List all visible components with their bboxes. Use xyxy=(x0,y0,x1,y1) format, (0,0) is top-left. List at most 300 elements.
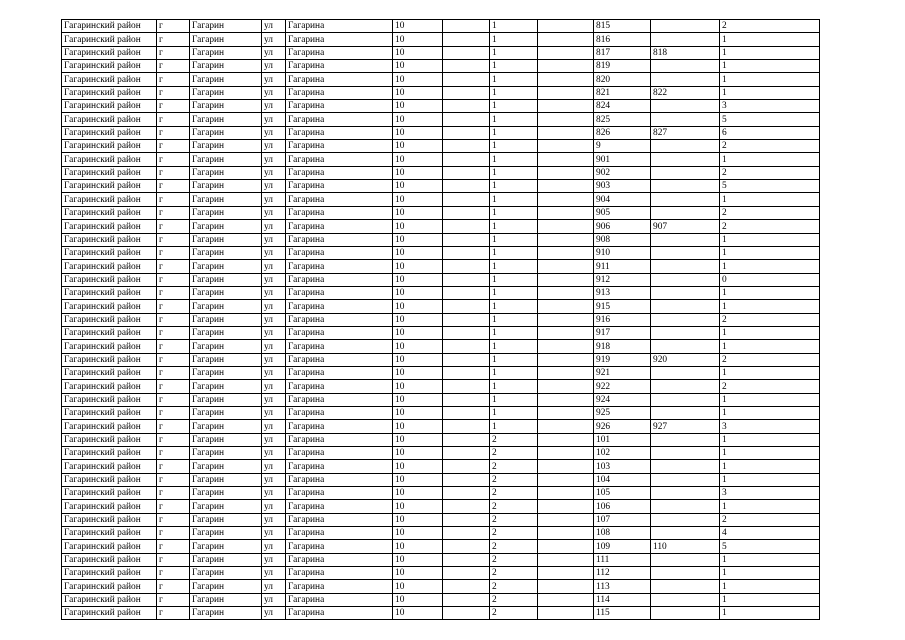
settlement-type-cell: г xyxy=(157,273,190,286)
settlement-type-cell: г xyxy=(157,286,190,299)
house-cell: 10 xyxy=(393,567,443,580)
settlement-cell: Гагарин xyxy=(190,166,262,179)
apartment-cell: 919 xyxy=(594,353,651,366)
street-type-cell: ул xyxy=(262,46,286,59)
floor-cell xyxy=(538,166,594,179)
settlement-cell: Гагарин xyxy=(190,193,262,206)
settlement-cell: Гагарин xyxy=(190,33,262,46)
table-row xyxy=(62,233,820,246)
street-type-cell: ул xyxy=(262,527,286,540)
settlement-cell: Гагарин xyxy=(190,313,262,326)
settlement-cell: Гагарин xyxy=(190,73,262,86)
house-cell: 10 xyxy=(393,73,443,86)
address-table xyxy=(61,19,820,620)
building-cell xyxy=(443,193,490,206)
apartment-cell: 902 xyxy=(594,166,651,179)
settlement-type-cell: г xyxy=(157,567,190,580)
section-cell: 2 xyxy=(490,553,538,566)
settlement-cell: Гагарин xyxy=(190,460,262,473)
settlement-type-cell: г xyxy=(157,20,190,33)
apartment-cell: 816 xyxy=(594,33,651,46)
house-cell: 10 xyxy=(393,540,443,553)
house-cell: 10 xyxy=(393,193,443,206)
apartment-extra-cell xyxy=(651,60,720,73)
floor-cell xyxy=(538,593,594,606)
count-cell: 1 xyxy=(720,46,820,59)
settlement-type-cell: г xyxy=(157,593,190,606)
settlement-type-cell: г xyxy=(157,447,190,460)
floor-cell xyxy=(538,220,594,233)
district-cell: Гагаринский район xyxy=(62,420,157,433)
apartment-cell: 903 xyxy=(594,180,651,193)
table-row xyxy=(62,193,820,206)
house-cell: 10 xyxy=(393,273,443,286)
count-cell: 1 xyxy=(720,286,820,299)
count-cell: 1 xyxy=(720,60,820,73)
settlement-type-cell: г xyxy=(157,206,190,219)
district-cell: Гагаринский район xyxy=(62,540,157,553)
apartment-extra-cell xyxy=(651,73,720,86)
apartment-extra-cell xyxy=(651,313,720,326)
settlement-cell: Гагарин xyxy=(190,20,262,33)
street-type-cell: ул xyxy=(262,460,286,473)
settlement-cell: Гагарин xyxy=(190,46,262,59)
district-cell: Гагаринский район xyxy=(62,33,157,46)
district-cell: Гагаринский район xyxy=(62,153,157,166)
apartment-extra-cell: 927 xyxy=(651,420,720,433)
count-cell: 1 xyxy=(720,33,820,46)
apartment-cell: 918 xyxy=(594,340,651,353)
house-cell: 10 xyxy=(393,313,443,326)
building-cell xyxy=(443,353,490,366)
apartment-extra-cell xyxy=(651,473,720,486)
apartment-extra-cell xyxy=(651,140,720,153)
settlement-type-cell: г xyxy=(157,313,190,326)
section-cell: 2 xyxy=(490,513,538,526)
floor-cell xyxy=(538,353,594,366)
section-cell: 1 xyxy=(490,380,538,393)
settlement-cell: Гагарин xyxy=(190,86,262,99)
section-cell: 1 xyxy=(490,286,538,299)
street-cell: Гагарина xyxy=(286,300,393,313)
count-cell: 1 xyxy=(720,340,820,353)
district-cell: Гагаринский район xyxy=(62,433,157,446)
table-row xyxy=(62,246,820,259)
building-cell xyxy=(443,527,490,540)
floor-cell xyxy=(538,326,594,339)
apartment-extra-cell xyxy=(651,487,720,500)
settlement-type-cell: г xyxy=(157,46,190,59)
floor-cell xyxy=(538,527,594,540)
table-body xyxy=(62,20,820,620)
table-row xyxy=(62,166,820,179)
district-cell: Гагаринский район xyxy=(62,406,157,419)
count-cell: 6 xyxy=(720,126,820,139)
table-row xyxy=(62,153,820,166)
floor-cell xyxy=(538,313,594,326)
table-row xyxy=(62,340,820,353)
street-type-cell: ул xyxy=(262,553,286,566)
apartment-extra-cell xyxy=(651,567,720,580)
floor-cell xyxy=(538,60,594,73)
count-cell: 4 xyxy=(720,527,820,540)
floor-cell xyxy=(538,46,594,59)
house-cell: 10 xyxy=(393,406,443,419)
building-cell xyxy=(443,553,490,566)
section-cell: 2 xyxy=(490,527,538,540)
count-cell: 0 xyxy=(720,273,820,286)
settlement-type-cell: г xyxy=(157,460,190,473)
settlement-cell: Гагарин xyxy=(190,527,262,540)
street-cell: Гагарина xyxy=(286,500,393,513)
street-cell: Гагарина xyxy=(286,460,393,473)
apartment-cell: 911 xyxy=(594,260,651,273)
settlement-type-cell: г xyxy=(157,140,190,153)
table-row xyxy=(62,273,820,286)
building-cell xyxy=(443,487,490,500)
table-row xyxy=(62,73,820,86)
count-cell: 2 xyxy=(720,140,820,153)
apartment-extra-cell xyxy=(651,447,720,460)
settlement-cell: Гагарин xyxy=(190,593,262,606)
apartment-cell: 819 xyxy=(594,60,651,73)
settlement-type-cell: г xyxy=(157,166,190,179)
count-cell: 1 xyxy=(720,86,820,99)
table-row xyxy=(62,366,820,379)
section-cell: 1 xyxy=(490,193,538,206)
apartment-extra-cell xyxy=(651,260,720,273)
apartment-extra-cell xyxy=(651,233,720,246)
street-type-cell: ул xyxy=(262,300,286,313)
apartment-cell: 917 xyxy=(594,326,651,339)
apartment-cell: 825 xyxy=(594,113,651,126)
apartment-extra-cell xyxy=(651,393,720,406)
apartment-extra-cell: 920 xyxy=(651,353,720,366)
count-cell: 1 xyxy=(720,433,820,446)
street-cell: Гагарина xyxy=(286,286,393,299)
district-cell: Гагаринский район xyxy=(62,500,157,513)
section-cell: 2 xyxy=(490,447,538,460)
section-cell: 2 xyxy=(490,607,538,620)
count-cell: 1 xyxy=(720,460,820,473)
district-cell: Гагаринский район xyxy=(62,126,157,139)
floor-cell xyxy=(538,100,594,113)
house-cell: 10 xyxy=(393,33,443,46)
settlement-cell: Гагарин xyxy=(190,326,262,339)
district-cell: Гагаринский район xyxy=(62,273,157,286)
apartment-extra-cell xyxy=(651,513,720,526)
building-cell xyxy=(443,220,490,233)
street-type-cell: ул xyxy=(262,406,286,419)
settlement-cell: Гагарин xyxy=(190,246,262,259)
building-cell xyxy=(443,206,490,219)
settlement-cell: Гагарин xyxy=(190,233,262,246)
apartment-cell: 108 xyxy=(594,527,651,540)
house-cell: 10 xyxy=(393,260,443,273)
apartment-extra-cell xyxy=(651,433,720,446)
house-cell: 10 xyxy=(393,366,443,379)
section-cell: 1 xyxy=(490,420,538,433)
house-cell: 10 xyxy=(393,513,443,526)
floor-cell xyxy=(538,86,594,99)
district-cell: Гагаринский район xyxy=(62,487,157,500)
apartment-cell: 921 xyxy=(594,366,651,379)
section-cell: 2 xyxy=(490,433,538,446)
apartment-extra-cell xyxy=(651,20,720,33)
house-cell: 10 xyxy=(393,393,443,406)
settlement-cell: Гагарин xyxy=(190,393,262,406)
street-type-cell: ул xyxy=(262,313,286,326)
settlement-cell: Гагарин xyxy=(190,406,262,419)
house-cell: 10 xyxy=(393,420,443,433)
section-cell: 1 xyxy=(490,313,538,326)
section-cell: 2 xyxy=(490,540,538,553)
apartment-cell: 103 xyxy=(594,460,651,473)
street-type-cell: ул xyxy=(262,273,286,286)
apartment-extra-cell xyxy=(651,553,720,566)
apartment-cell: 106 xyxy=(594,500,651,513)
section-cell: 1 xyxy=(490,166,538,179)
count-cell: 3 xyxy=(720,487,820,500)
settlement-cell: Гагарин xyxy=(190,340,262,353)
floor-cell xyxy=(538,567,594,580)
building-cell xyxy=(443,380,490,393)
floor-cell xyxy=(538,193,594,206)
house-cell: 10 xyxy=(393,433,443,446)
apartment-extra-cell xyxy=(651,246,720,259)
apartment-extra-cell xyxy=(651,460,720,473)
apartment-extra-cell xyxy=(651,380,720,393)
street-type-cell: ул xyxy=(262,340,286,353)
settlement-cell: Гагарин xyxy=(190,206,262,219)
house-cell: 10 xyxy=(393,580,443,593)
settlement-type-cell: г xyxy=(157,380,190,393)
apartment-extra-cell xyxy=(651,593,720,606)
settlement-cell: Гагарин xyxy=(190,220,262,233)
building-cell xyxy=(443,60,490,73)
count-cell: 2 xyxy=(720,513,820,526)
apartment-extra-cell xyxy=(651,166,720,179)
street-cell: Гагарина xyxy=(286,340,393,353)
apartment-cell: 926 xyxy=(594,420,651,433)
apartment-extra-cell xyxy=(651,500,720,513)
apartment-extra-cell xyxy=(651,366,720,379)
floor-cell xyxy=(538,366,594,379)
building-cell xyxy=(443,420,490,433)
section-cell: 2 xyxy=(490,500,538,513)
count-cell: 1 xyxy=(720,473,820,486)
building-cell xyxy=(443,246,490,259)
floor-cell xyxy=(538,246,594,259)
street-type-cell: ул xyxy=(262,447,286,460)
apartment-extra-cell: 827 xyxy=(651,126,720,139)
section-cell: 1 xyxy=(490,220,538,233)
district-cell: Гагаринский район xyxy=(62,580,157,593)
section-cell: 1 xyxy=(490,20,538,33)
house-cell: 10 xyxy=(393,353,443,366)
floor-cell xyxy=(538,553,594,566)
building-cell xyxy=(443,340,490,353)
apartment-extra-cell xyxy=(651,286,720,299)
street-cell: Гагарина xyxy=(286,366,393,379)
settlement-type-cell: г xyxy=(157,193,190,206)
street-cell: Гагарина xyxy=(286,73,393,86)
table-row xyxy=(62,540,820,553)
count-cell: 2 xyxy=(720,20,820,33)
district-cell: Гагаринский район xyxy=(62,193,157,206)
floor-cell xyxy=(538,206,594,219)
settlement-type-cell: г xyxy=(157,220,190,233)
table-row xyxy=(62,33,820,46)
house-cell: 10 xyxy=(393,153,443,166)
apartment-cell: 826 xyxy=(594,126,651,139)
table-row xyxy=(62,300,820,313)
apartment-cell: 905 xyxy=(594,206,651,219)
house-cell: 10 xyxy=(393,246,443,259)
settlement-cell: Гагарин xyxy=(190,260,262,273)
section-cell: 1 xyxy=(490,340,538,353)
building-cell xyxy=(443,33,490,46)
house-cell: 10 xyxy=(393,180,443,193)
settlement-cell: Гагарин xyxy=(190,500,262,513)
street-type-cell: ул xyxy=(262,567,286,580)
floor-cell xyxy=(538,340,594,353)
settlement-cell: Гагарин xyxy=(190,420,262,433)
street-cell: Гагарина xyxy=(286,433,393,446)
street-cell: Гагарина xyxy=(286,553,393,566)
count-cell: 5 xyxy=(720,113,820,126)
settlement-cell: Гагарин xyxy=(190,180,262,193)
building-cell xyxy=(443,300,490,313)
floor-cell xyxy=(538,447,594,460)
street-cell: Гагарина xyxy=(286,206,393,219)
building-cell xyxy=(443,233,490,246)
count-cell: 1 xyxy=(720,260,820,273)
building-cell xyxy=(443,126,490,139)
house-cell: 10 xyxy=(393,166,443,179)
table-row xyxy=(62,487,820,500)
apartment-extra-cell xyxy=(651,193,720,206)
street-type-cell: ул xyxy=(262,153,286,166)
settlement-type-cell: г xyxy=(157,607,190,620)
section-cell: 1 xyxy=(490,393,538,406)
table-row xyxy=(62,527,820,540)
house-cell: 10 xyxy=(393,326,443,339)
settlement-cell: Гагарин xyxy=(190,513,262,526)
table-row xyxy=(62,60,820,73)
settlement-type-cell: г xyxy=(157,513,190,526)
count-cell: 5 xyxy=(720,180,820,193)
building-cell xyxy=(443,607,490,620)
building-cell xyxy=(443,326,490,339)
settlement-cell: Гагарин xyxy=(190,300,262,313)
street-cell: Гагарина xyxy=(286,140,393,153)
settlement-type-cell: г xyxy=(157,540,190,553)
street-type-cell: ул xyxy=(262,33,286,46)
settlement-type-cell: г xyxy=(157,233,190,246)
settlement-type-cell: г xyxy=(157,326,190,339)
house-cell: 10 xyxy=(393,113,443,126)
apartment-extra-cell xyxy=(651,33,720,46)
section-cell: 1 xyxy=(490,140,538,153)
apartment-cell: 109 xyxy=(594,540,651,553)
section-cell: 1 xyxy=(490,126,538,139)
apartment-cell: 908 xyxy=(594,233,651,246)
street-type-cell: ул xyxy=(262,180,286,193)
settlement-cell: Гагарин xyxy=(190,353,262,366)
floor-cell xyxy=(538,487,594,500)
district-cell: Гагаринский район xyxy=(62,313,157,326)
settlement-type-cell: г xyxy=(157,73,190,86)
apartment-cell: 112 xyxy=(594,567,651,580)
section-cell: 1 xyxy=(490,260,538,273)
apartment-cell: 107 xyxy=(594,513,651,526)
floor-cell xyxy=(538,460,594,473)
table-row xyxy=(62,460,820,473)
street-cell: Гагарина xyxy=(286,273,393,286)
count-cell: 1 xyxy=(720,153,820,166)
building-cell xyxy=(443,153,490,166)
apartment-cell: 817 xyxy=(594,46,651,59)
settlement-type-cell: г xyxy=(157,433,190,446)
settlement-type-cell: г xyxy=(157,406,190,419)
table-row xyxy=(62,607,820,620)
street-type-cell: ул xyxy=(262,260,286,273)
street-cell: Гагарина xyxy=(286,527,393,540)
street-type-cell: ул xyxy=(262,73,286,86)
street-cell: Гагарина xyxy=(286,113,393,126)
settlement-type-cell: г xyxy=(157,246,190,259)
section-cell: 1 xyxy=(490,326,538,339)
section-cell: 2 xyxy=(490,567,538,580)
section-cell: 2 xyxy=(490,460,538,473)
district-cell: Гагаринский район xyxy=(62,567,157,580)
settlement-cell: Гагарин xyxy=(190,473,262,486)
house-cell: 10 xyxy=(393,473,443,486)
street-type-cell: ул xyxy=(262,366,286,379)
district-cell: Гагаринский район xyxy=(62,340,157,353)
building-cell xyxy=(443,113,490,126)
settlement-cell: Гагарин xyxy=(190,553,262,566)
house-cell: 10 xyxy=(393,206,443,219)
settlement-cell: Гагарин xyxy=(190,607,262,620)
table-row xyxy=(62,126,820,139)
count-cell: 1 xyxy=(720,193,820,206)
table-row xyxy=(62,567,820,580)
apartment-extra-cell: 818 xyxy=(651,46,720,59)
settlement-cell: Гагарин xyxy=(190,366,262,379)
floor-cell xyxy=(538,393,594,406)
street-cell: Гагарина xyxy=(286,166,393,179)
apartment-cell: 105 xyxy=(594,487,651,500)
street-type-cell: ул xyxy=(262,20,286,33)
district-cell: Гагаринский район xyxy=(62,46,157,59)
district-cell: Гагаринский район xyxy=(62,366,157,379)
floor-cell xyxy=(538,233,594,246)
table-row xyxy=(62,20,820,33)
settlement-cell: Гагарин xyxy=(190,126,262,139)
building-cell xyxy=(443,580,490,593)
apartment-cell: 916 xyxy=(594,313,651,326)
settlement-cell: Гагарин xyxy=(190,580,262,593)
street-type-cell: ул xyxy=(262,193,286,206)
street-type-cell: ул xyxy=(262,433,286,446)
street-type-cell: ул xyxy=(262,393,286,406)
street-cell: Гагарина xyxy=(286,326,393,339)
settlement-type-cell: г xyxy=(157,366,190,379)
street-cell: Гагарина xyxy=(286,220,393,233)
apartment-cell: 824 xyxy=(594,100,651,113)
